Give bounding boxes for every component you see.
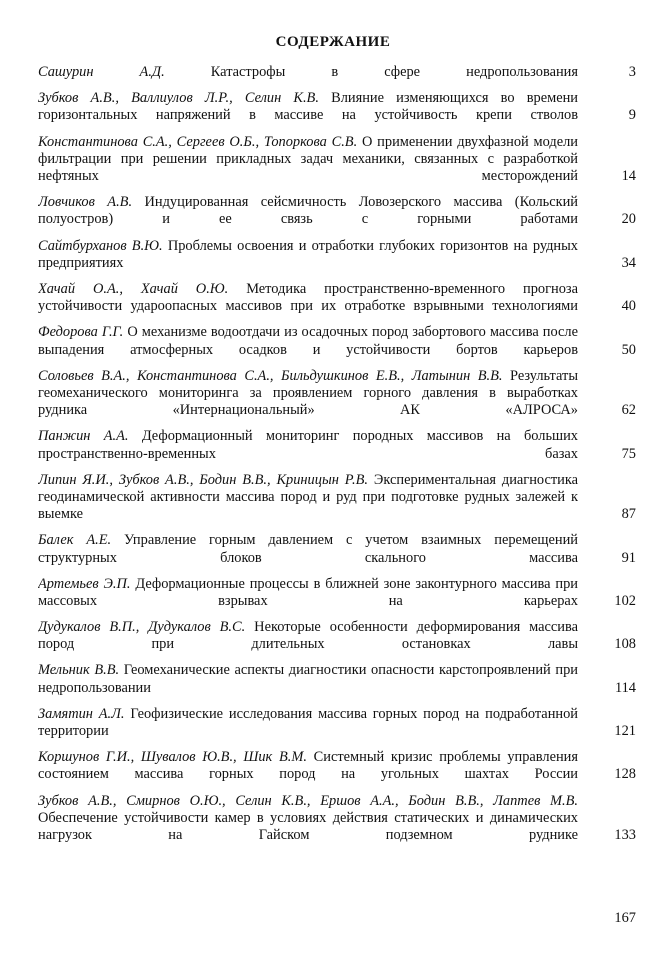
toc-entry-text xyxy=(38,238,578,272)
toc-entry xyxy=(38,749,636,783)
toc-entry-page: 91 xyxy=(621,549,636,566)
toc-entry xyxy=(38,428,636,462)
toc-entry-authors: Зубков А.В., Смирнов О.Ю., Селин К.В., Ершов А.А., Бодин В.В., Лаптев М.В. xyxy=(38,792,578,809)
toc-entry-title: Деформационные процессы в ближней зоне законтурного массива при массовых взрывах на карьерах ..... xyxy=(38,576,578,610)
toc-entry-text xyxy=(38,532,578,566)
toc-entry-authors: Панжин А.А. xyxy=(38,428,129,445)
toc-entry-page: 128 xyxy=(614,766,636,783)
toc-entry-page: 108 xyxy=(614,636,636,653)
toc-entry-text xyxy=(38,368,578,420)
toc-entry-title: Некоторые особенности деформирования массива пород при длительных остановках лавы ..... xyxy=(38,619,578,653)
toc-entry-page: 20 xyxy=(621,211,636,228)
toc-entry-authors: Сайтбурханов В.Ю. xyxy=(38,237,163,254)
toc-entry xyxy=(38,793,636,845)
toc-entry-title: Катастрофы в сфере недропользования ..... xyxy=(38,64,578,81)
toc-entry-text xyxy=(38,281,578,315)
toc-entry-authors: Хачай О.А., Хачай О.Ю. xyxy=(38,280,229,297)
toc-entry-authors: Дудукалов В.П., Дудукалов В.С. xyxy=(38,619,246,636)
toc-entry-text xyxy=(38,194,578,228)
toc-entry-authors: Коршунов Г.И., Шувалов Ю.В., Шик В.М. xyxy=(38,749,307,766)
toc-entry-title: Результаты геомеханического мониторинга за проявлением горного давления в выработках рудника «Интернациональный» АК «АЛРОСА» ..... xyxy=(38,368,578,420)
toc-entry-text xyxy=(38,576,578,610)
toc-entry xyxy=(38,238,636,272)
toc-entry-title: Экспериментальная диагностика геодинамической активности массива пород и руд при подготовке рудных залежей к выемке ..... xyxy=(38,472,578,524)
toc-entry-text xyxy=(38,793,578,845)
toc-entry xyxy=(38,134,636,186)
toc-entry-title: Проблемы освоения и отработки глубоких горизонтов на рудных предприятиях ..... xyxy=(38,238,578,272)
toc-entry-authors: Федорова Г.Г. xyxy=(38,324,124,341)
toc-entry-authors: Ловчиков А.В. xyxy=(38,194,133,211)
toc-entry-text xyxy=(38,64,578,81)
toc-entry-title: Геофизические исследования массива горных пород на подработанной территории ..... xyxy=(38,706,578,740)
toc-entry-page: 34 xyxy=(621,254,636,271)
toc-entry-page: 9 xyxy=(628,107,636,124)
toc-entry-text xyxy=(38,619,578,653)
toc-entry xyxy=(38,619,636,653)
toc-entry-title: Методика пространственно-временного прогноза устойчивости удароопасных массивов при их отработке взрывными технологиями ..... xyxy=(38,281,578,315)
toc-entry-text xyxy=(38,428,578,462)
toc-entry-page: 3 xyxy=(628,63,636,80)
toc-entry xyxy=(38,194,636,228)
toc-entry-page: 87 xyxy=(621,506,636,523)
table-of-contents xyxy=(38,64,636,853)
toc-entry-page: 75 xyxy=(621,445,636,462)
toc-entry-authors: Соловьев В.А., Константинова С.А., Бильдушкинов Е.В., Латынин В.В. xyxy=(38,367,503,384)
toc-entry xyxy=(38,662,636,696)
toc-entry-authors: Зубков А.В., Валлиулов Л.Р., Селин К.В. xyxy=(38,90,319,107)
toc-entry-authors: Мельник В.В. xyxy=(38,662,120,679)
toc-entry-authors: Замятин А.Л. xyxy=(38,705,125,722)
toc-entry-page: 50 xyxy=(621,341,636,358)
page-number: 167 xyxy=(614,910,636,926)
toc-entry-page: 133 xyxy=(614,827,636,844)
toc-entry xyxy=(38,281,636,315)
toc-entry-page: 114 xyxy=(614,679,636,696)
toc-entry xyxy=(38,576,636,610)
toc-entry-text xyxy=(38,706,578,740)
toc-entry-authors: Балек А.Е. xyxy=(38,532,112,549)
toc-entry-text xyxy=(38,324,578,358)
toc-entry-authors: Константинова С.А., Сергеев О.Б., Топоркова С.В. xyxy=(38,133,358,150)
toc-entry xyxy=(38,472,636,524)
toc-entry xyxy=(38,532,636,566)
toc-entry-page: 121 xyxy=(614,723,636,740)
toc-entry-text xyxy=(38,662,578,696)
toc-entry xyxy=(38,324,636,358)
toc-entry-page: 102 xyxy=(614,592,636,609)
toc-entry-text xyxy=(38,749,578,783)
toc-entry-title: О применении двухфазной модели фильтрации при решении прикладных задач механики, связанных с разработкой нефтяных месторождений ..... xyxy=(38,134,578,186)
toc-entry-text xyxy=(38,90,578,124)
toc-entry-title: Системный кризис проблемы управления состоянием массива горных пород на угольных шахтах России ..... xyxy=(38,749,578,783)
toc-entry xyxy=(38,90,636,124)
toc-entry-page: 14 xyxy=(621,167,636,184)
page-title: СОДЕРЖАНИЕ xyxy=(275,34,391,50)
toc-entry-title: Управление горным давлением с учетом взаимных перемещений структурных блоков скального массива ..... xyxy=(38,532,578,566)
toc-entry-title: Деформационный мониторинг породных массивов на больших пространственно-временных базах ..... xyxy=(38,428,578,462)
toc-entry-title: О механизме водоотдачи из осадочных пород забортового массива после выпадения атмосферных осадков и устойчивости бортов карьеров ..... xyxy=(38,324,578,358)
toc-entry-text xyxy=(38,472,578,524)
toc-entry-authors: Сашурин А.Д. xyxy=(38,64,165,80)
toc-entry-authors: Липин Я.И., Зубков А.В., Бодин В.В., Криницын Р.В. xyxy=(38,471,369,488)
toc-entry-title: Индуцированная сейсмичность Ловозерского массива (Кольский полуостров) и ее связь с горными работами ..... xyxy=(38,194,578,228)
toc-entry-page: 62 xyxy=(621,402,636,419)
toc-entry xyxy=(38,368,636,420)
toc-entry-title: Геомеханические аспекты диагностики опасности карстопроявлений при недропользовании ..... xyxy=(38,662,578,696)
toc-entry-title: Обеспечение устойчивости камер в условиях действия статических и динамических нагрузок на Гайском подземном руднике ..... xyxy=(38,810,578,844)
toc-entry xyxy=(38,64,636,81)
toc-entry-authors: Артемьев Э.П. xyxy=(38,575,131,592)
toc-entry-title: Влияние изменяющихся во времени горизонтальных напряжений в массиве на устойчивость крепи стволов ..... xyxy=(38,90,578,124)
toc-entry xyxy=(38,706,636,740)
toc-entry-page: 40 xyxy=(621,298,636,315)
toc-entry-text xyxy=(38,134,578,186)
